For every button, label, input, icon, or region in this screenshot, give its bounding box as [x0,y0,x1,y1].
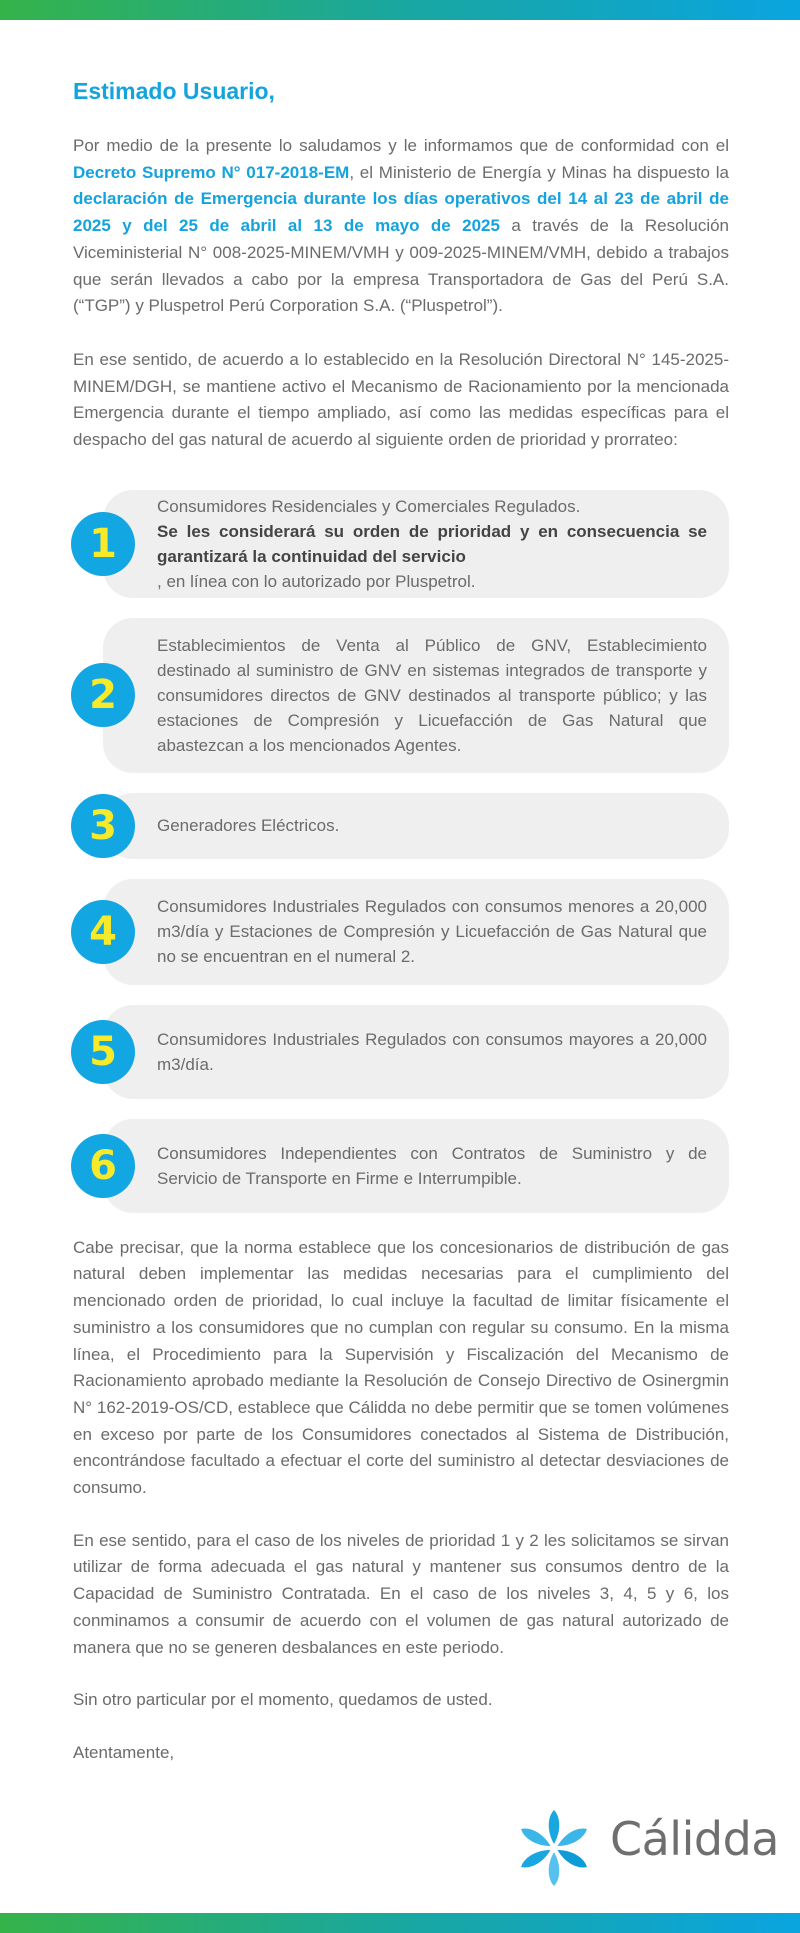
priority-number-badge: 2 [71,663,135,727]
priority-number-badge: 3 [71,794,135,858]
letter-body [73,78,729,1767]
bottom-gradient-bar [0,1913,800,1933]
priority-number-badge: 5 [71,1020,135,1084]
mechanism-paragraph: En ese sentido, de acuerdo a lo establecido en la Resolución Directoral N° 145-2025-MINEM/DGH, se mantiene activo el Mecanismo de Racionamiento por la mencionada Emergencia durante el tiempo ampliado, así como las medidas específicas para el despacho del gas natural de acuerdo al siguiente orden de prioridad y prorrateo: [73,349,729,450]
priority-text: Establecimientos de Venta al Público de GNV, Establecimiento destinado al suministro de GNV en sistemas integrados de transporte y consumidores directos de GNV destinados al transporte público; y las estaciones de Compresión y Licuefacción de Gas Natural que abastezcan a los mencionados Agentes. [157,635,707,755]
priority-number-badge: 6 [71,1134,135,1198]
priority-card [103,618,729,773]
request-paragraph: En ese sentido, para el caso de los niveles de prioridad 1 y 2 les solicitamos se sirvan utilizar de forma adecuada el gas natural y mantener sus consumos dentro de la Capacidad de Suministro Contratada. En el caso de los niveles 3, 4, 5 y 6, los conminamos a consumir de acuerdo con el volumen de gas natural autorizado de manera que no se generen desbalances en este periodo. [73,1530,729,1657]
top-gradient-bar [0,0,800,20]
signoff: Atentamente, [73,1742,175,1762]
closing-paragraph: Sin otro particular por el momento, quedamos de usted. [73,1690,493,1710]
logo-wordmark: Cálidda [610,1812,779,1866]
emergency-highlight: declaración de Emergencia durante los días operativos del 14 al 23 de abril de 2025 y del 25 de abril al 13 de mayo de 2025 [73,189,729,236]
priority-item-2 [73,618,729,773]
priority-card [103,1005,729,1099]
priority-text: Generadores Eléctricos. [157,816,340,836]
intro-text-2: , el Ministerio de Energía y Minas ha dispuesto la [349,162,729,182]
greeting: Estimado Usuario, [73,78,275,104]
regulation-paragraph: Cabe precisar, que la norma establece que los concesionarios de distribución de gas natural deben implementar las medidas necesarias para el cumplimiento del mencionado orden de prioridad, lo cual incluye la facultad de limitar físicamente el suministro a los consumidores que no cumplan con regular su consumo. En la misma línea, el Procedimiento para la Supervisión y Fiscalización del Mecanismo de Racionamiento aprobado mediante la Resolución de Consejo Directivo de Osinergmin N° 162-2019-OS/CD, establece que Cálidda no debe permitir que se tomen volúmenes en exceso por parte de los Consumidores conectados al Sistema de Distribución, encontrándose facultado a efectuar el corte del suministro al detectar desviaciones de consumo. [73,1237,729,1498]
priority-text: Consumidores Industriales Regulados con consumos menores a 20,000 m3/día y Estaciones de Compresión y Licuefacción de Gas Natural que no se encuentran en el numeral 2. [157,897,707,967]
priority-number-badge: 1 [71,512,135,576]
priority-number-badge: 4 [71,900,135,964]
flower-logo-icon [512,1808,602,1888]
decree-highlight: Decreto Supremo N° 017-2018-EM [73,162,350,182]
priority-card [103,793,729,859]
priority-card [103,879,729,985]
priority-item-6 [73,1119,729,1213]
priority-text: Consumidores Residenciales y Comerciales Regulados. Se les considerará su orden de prioridad y en consecuencia se garantizará la continuidad del servicio , en línea con lo autorizado por Pluspetrol. [157,496,707,591]
intro-text-3: a través de la Resolución Viceministerial N° 008-2025-MINEM/VMH y 009-2025-MINEM/VMH, debido a trabajos que serán llevados a cabo por la empresa Transportadora de Gas del Perú S.A. (“TGP”) y Pluspetrol Perú Corporation S.A. (“Pluspetrol”). [73,216,729,316]
calidda-logo [512,1808,779,1888]
priority-item-5 [73,1005,729,1099]
priority-bold-text: Se les considerará su orden de prioridad y en consecuencia se garantizará la continuidad del servicio [157,521,707,566]
priority-list [73,490,729,1213]
priority-item-1 [73,490,729,598]
priority-item-4 [73,879,729,985]
priority-card [103,490,729,598]
intro-text-1: Por medio de la presente lo saludamos y le informamos que de conformidad con el [73,136,729,155]
priority-item-3 [73,793,729,859]
priority-text: Consumidores Independientes con Contratos de Suministro y de Servicio de Transporte en Firme e Interrumpible. [157,1143,707,1188]
priority-text: Consumidores Industriales Regulados con consumos mayores a 20,000 m3/día. [157,1029,707,1074]
priority-card [103,1119,729,1213]
intro-paragraph [73,133,729,320]
